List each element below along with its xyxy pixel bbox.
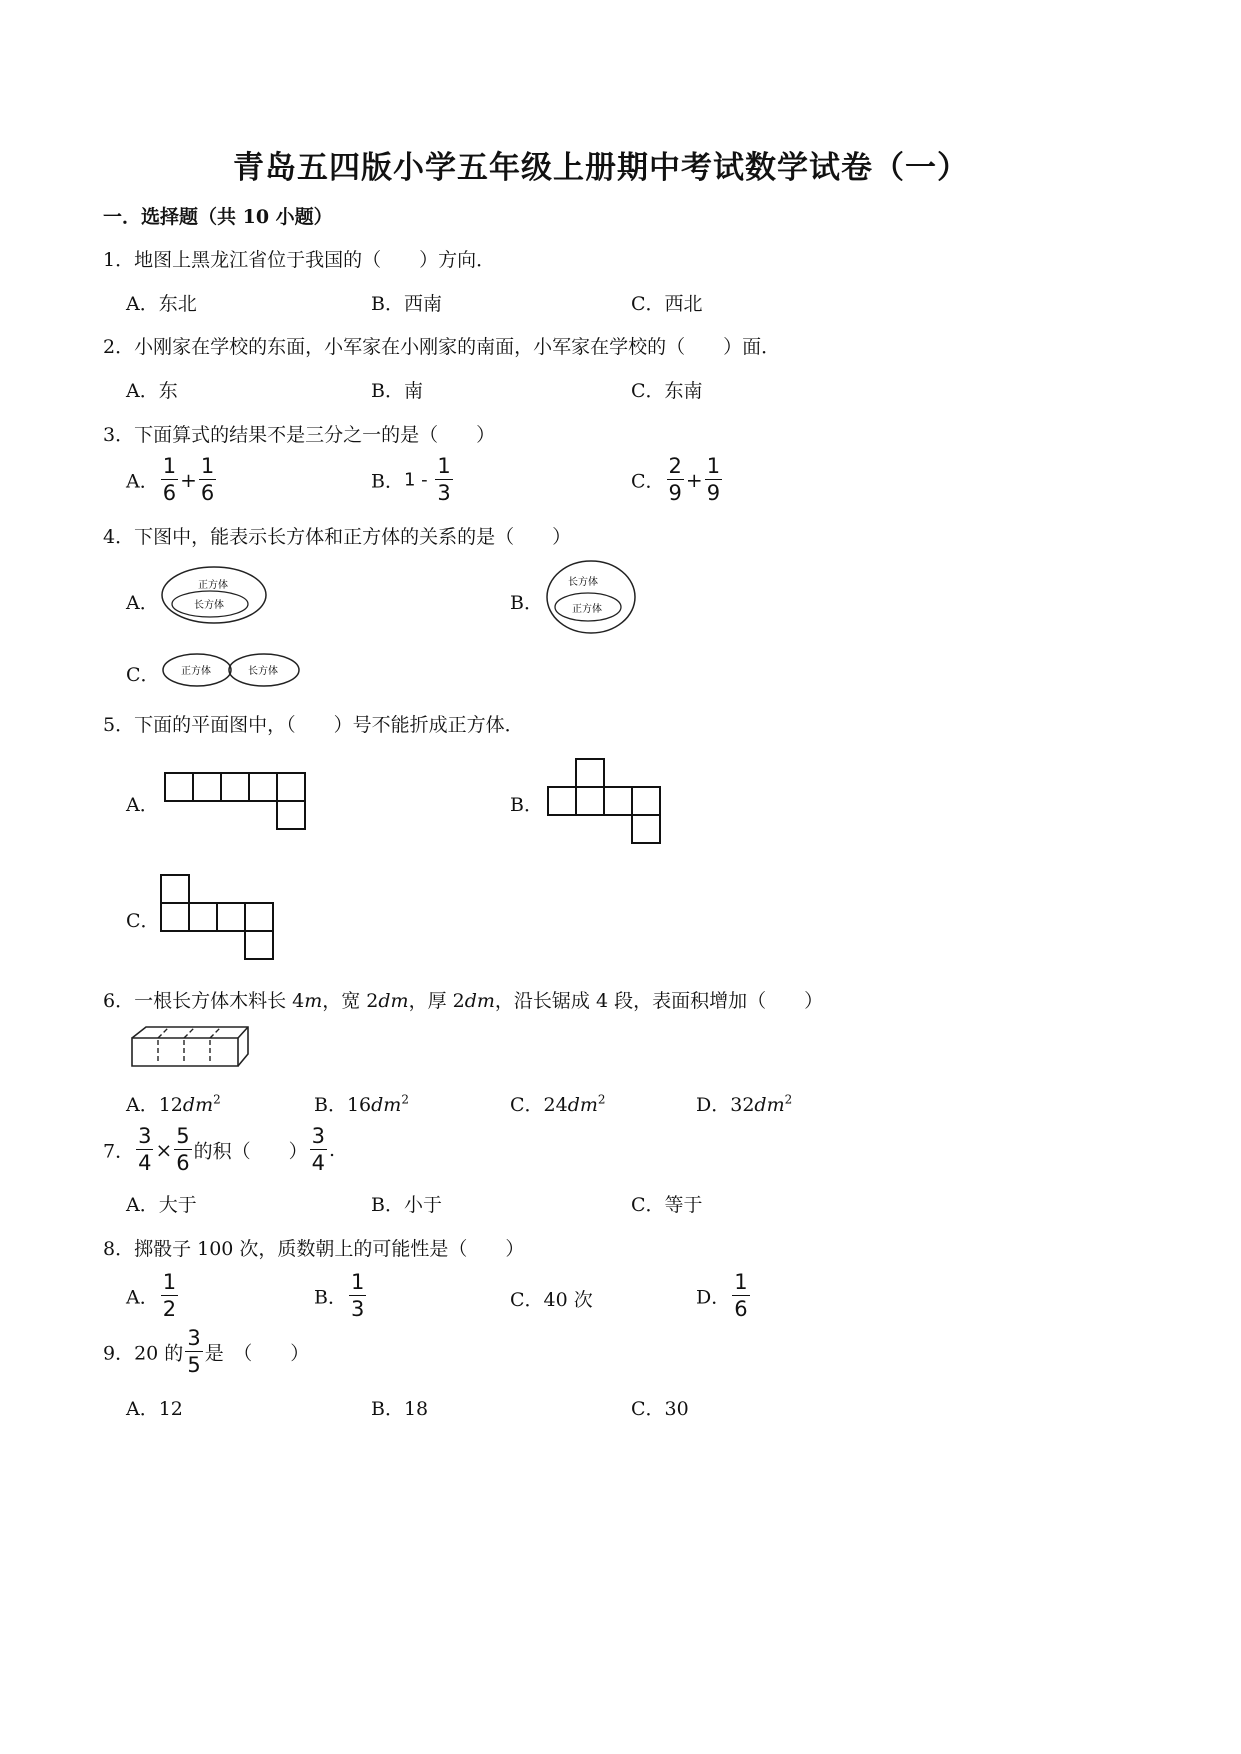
cube-net-c xyxy=(160,874,276,962)
question-4-stem: 4．下图中，能表示长方体和正方体的关系的是（ ） xyxy=(103,526,572,548)
venn-diagram-a xyxy=(160,565,270,627)
fraction: $\frac{1}{9}$ xyxy=(706,454,721,505)
question-3-option-c[interactable] xyxy=(631,456,724,504)
question-5-option-b-label[interactable]: B． xyxy=(510,794,543,816)
fraction: $\frac{1}{6}$ xyxy=(162,454,177,505)
question-6-option-c[interactable]: C．$24dm^2$ xyxy=(510,1092,606,1116)
question-4-option-a-label[interactable]: A． xyxy=(126,592,159,614)
fraction: $\frac{1}{3}$ xyxy=(437,454,451,505)
cube-net-b xyxy=(547,758,663,846)
venn-c-right-label: 长方体 xyxy=(248,666,278,677)
question-7-option-c[interactable]: C．等于 xyxy=(631,1194,703,1216)
section-heading: 一．选择题（共 10 小题） xyxy=(103,206,333,228)
question-9-option-b[interactable]: B．18 xyxy=(371,1398,429,1420)
question-2-option-c[interactable]: C．东南 xyxy=(631,380,703,402)
question-5-option-c-label[interactable]: C． xyxy=(126,910,160,932)
venn-diagram-c xyxy=(162,652,302,692)
question-7-option-a[interactable]: A．大于 xyxy=(126,1194,197,1216)
question-1-option-c[interactable]: C．西北 xyxy=(631,293,703,315)
option-label: B． xyxy=(371,470,404,493)
question-2-stem: 2．小刚家在学校的东面，小军家在小刚家的南面，小军家在学校的（ ）面． xyxy=(103,336,781,358)
question-6-option-a[interactable]: A．$12dm^2$ xyxy=(126,1092,221,1116)
fraction: $\frac{3}{5}$ xyxy=(187,1326,201,1377)
question-4-option-b-label[interactable]: B． xyxy=(510,592,543,614)
option-label: A． xyxy=(126,470,159,493)
question-3-stem: 3．下面算式的结果不是三分之一的是（ ） xyxy=(103,424,496,446)
question-2-option-b[interactable]: B．南 xyxy=(371,380,423,402)
question-3-option-b[interactable] xyxy=(371,456,455,504)
question-5-option-a-label[interactable]: A． xyxy=(126,794,159,816)
question-8-option-b[interactable]: B． $\frac{1}{3}$ xyxy=(314,1270,365,1321)
question-2-option-a[interactable]: A．东 xyxy=(126,380,178,402)
fraction: $\frac{1}{3}$ xyxy=(350,1270,365,1321)
fraction: $\frac{3}{4}$ xyxy=(138,1124,152,1175)
question-8-option-a[interactable]: A． $\frac{1}{2}$ xyxy=(126,1270,177,1321)
fraction: $\frac{5}{6}$ xyxy=(176,1124,190,1175)
cuboid-wood-illustration xyxy=(130,1024,250,1070)
question-9-stem: 9．20 的 $\frac{3}{5}$ 是 （ ） xyxy=(103,1326,310,1377)
question-6-option-b[interactable]: B．$16dm^2$ xyxy=(314,1092,409,1116)
question-7-option-b[interactable]: B．小于 xyxy=(371,1194,442,1216)
question-9-option-c[interactable]: C．30 xyxy=(631,1398,689,1420)
times-sign: × xyxy=(155,1138,173,1162)
question-8-stem: 8．掷骰子 100 次，质数朝上的可能性是（ ） xyxy=(103,1238,525,1260)
venn-a-outer-label: 正方体 xyxy=(198,580,228,591)
question-1-stem: 1．地图上黑龙江省位于我国的（ ）方向． xyxy=(103,249,496,271)
question-3-option-a[interactable] xyxy=(126,456,218,504)
question-8-option-c[interactable]: C．40 次 xyxy=(510,1289,593,1311)
venn-b-outer-label: 长方体 xyxy=(568,577,598,588)
venn-c-left-label: 正方体 xyxy=(181,666,211,677)
question-1-option-a[interactable]: A．东北 xyxy=(126,293,197,315)
fraction: $\frac{1}{2}$ xyxy=(162,1270,177,1321)
venn-b-inner-label: 正方体 xyxy=(572,604,602,615)
question-5-stem: 5．下面的平面图中，（ ）号不能折成正方体． xyxy=(103,714,524,736)
question-7-stem: 7． $\frac{3}{4}$ × $\frac{5}{6}$ 的积（ ） $\frac{3}{4}$ . xyxy=(103,1124,336,1175)
fraction: $\frac{1}{6}$ xyxy=(734,1270,748,1321)
question-4-option-c-label[interactable]: C． xyxy=(126,664,160,686)
question-1-option-b[interactable]: B．西南 xyxy=(371,293,442,315)
plus-sign: + xyxy=(685,468,703,492)
question-8-option-d[interactable]: D． $\frac{1}{6}$ xyxy=(696,1270,748,1321)
question-9-option-a[interactable]: A．12 xyxy=(126,1398,183,1420)
expression-prefix: 1 - xyxy=(403,469,434,491)
venn-a-inner-label: 长方体 xyxy=(194,600,224,611)
fraction: $\frac{2}{9}$ xyxy=(668,454,682,505)
option-label: C． xyxy=(631,470,665,493)
question-6-stem: 6．一根长方体木料长 4m，宽 2dm，厚 2dm，沿长锯成 4 段，表面积增加（ ） xyxy=(103,990,824,1012)
fraction: $\frac{3}{4}$ xyxy=(311,1124,325,1175)
page-title: 青岛五四版小学五年级上册期中考试数学试卷（一） xyxy=(233,150,969,186)
question-6-option-d[interactable]: D．$32dm^2$ xyxy=(696,1092,793,1116)
fraction: $\frac{1}{6}$ xyxy=(200,454,215,505)
cube-net-a xyxy=(164,772,308,832)
venn-diagram-b xyxy=(546,560,640,638)
plus-sign: + xyxy=(180,468,197,492)
